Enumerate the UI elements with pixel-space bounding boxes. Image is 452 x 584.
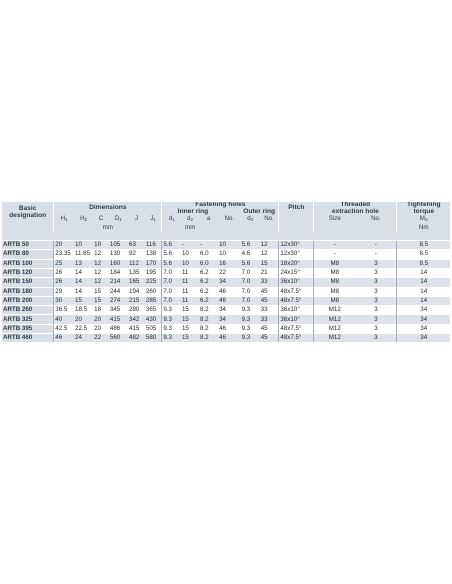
- table-cell: 7.0: [162, 278, 181, 287]
- table-cell: 170: [145, 259, 162, 268]
- row-designation: ARTB 260: [2, 306, 54, 315]
- table-cell: 160: [109, 259, 128, 268]
- table-cell: 5.6: [162, 241, 181, 250]
- torque-unit-label: Nm: [418, 223, 429, 231]
- table-cell: 20: [74, 315, 93, 324]
- table-cell: 12x30°: [279, 241, 314, 250]
- col-d3: $d_3$: [241, 215, 260, 223]
- table-cell: 11: [181, 278, 199, 287]
- table-cell: 3: [355, 315, 397, 324]
- table-cell: M8: [314, 259, 356, 268]
- col-j: J: [128, 215, 145, 223]
- table-cell: 11: [181, 287, 199, 296]
- table-cell: -: [314, 250, 356, 259]
- table-cell: 45: [260, 287, 279, 296]
- table-cell: 415: [128, 324, 145, 333]
- table-cell: 48x7.5°: [279, 334, 314, 343]
- table-cell: 130: [109, 250, 128, 259]
- table-cell: 15: [74, 296, 93, 305]
- table-cell: 6.0: [199, 250, 218, 259]
- header-row-columns: [2, 215, 450, 223]
- table-cell: 48x7.5°: [279, 287, 314, 296]
- table-row: [2, 334, 450, 343]
- dimensions-unit-label: mm: [102, 223, 113, 231]
- table-cell: 9.3: [162, 334, 181, 343]
- table-cell: 22: [93, 334, 109, 343]
- table-cell: 20: [54, 241, 74, 250]
- fastening-holes-header: [162, 202, 279, 215]
- table-cell: 34: [218, 278, 241, 287]
- table-cell: M8: [314, 287, 356, 296]
- table-cell: 14: [74, 287, 93, 296]
- col-d1: $D_1$: [109, 215, 128, 223]
- threaded-label: Threaded: [340, 202, 371, 208]
- table-cell: 194: [128, 287, 145, 296]
- basic-label: Basic: [18, 205, 37, 213]
- table-cell: 18x20°: [279, 259, 314, 268]
- table-cell: 7.0: [162, 268, 181, 277]
- table-cell: 482: [128, 334, 145, 343]
- col-a: a: [199, 215, 218, 223]
- table-cell: 8.5: [397, 241, 450, 250]
- table-cell: 24: [74, 334, 93, 343]
- table-cell: 580: [145, 334, 162, 343]
- table-cell: M8: [314, 296, 356, 305]
- table-cell: 21: [260, 268, 279, 277]
- dimensions-label: Dimensions: [89, 204, 127, 212]
- table-cell: 3: [355, 287, 397, 296]
- table-cell: 12x30°: [279, 250, 314, 259]
- col-c: C: [93, 215, 109, 223]
- inner-ring-label: Inner ring: [177, 207, 209, 215]
- table-row: [2, 241, 450, 250]
- table-cell: 8.5: [397, 259, 450, 268]
- table-cell: 8.2: [199, 334, 218, 343]
- row-designation: ARTB 325: [2, 315, 54, 324]
- table-cell: 46: [218, 287, 241, 296]
- table-cell: 14: [74, 268, 93, 277]
- table-cell: 8.2: [199, 324, 218, 333]
- table-cell: 3: [355, 306, 397, 315]
- pitch-label: Pitch: [288, 204, 305, 212]
- table-cell: 15: [181, 306, 199, 315]
- table-cell: 6.2: [199, 287, 218, 296]
- table-cell: 6.2: [199, 296, 218, 305]
- table-cell: 10: [218, 241, 241, 250]
- table-cell: 342: [128, 315, 145, 324]
- table-cell: 92: [128, 250, 145, 259]
- table-cell: 13: [74, 259, 93, 268]
- row-designation: ARTB 180: [2, 287, 54, 296]
- table-cell: 24x15°: [279, 268, 314, 277]
- table-cell: 36.5: [54, 306, 74, 315]
- table-cell: 184: [109, 268, 128, 277]
- table-cell: 34: [397, 315, 450, 324]
- row-designation: ARTB 80: [2, 250, 54, 259]
- inner-holes-unit: [162, 223, 218, 231]
- table-cell: 112: [128, 259, 145, 268]
- table-cell: 15: [93, 287, 109, 296]
- table-cell: 14: [397, 268, 450, 277]
- row-designation: ARTB 460: [2, 334, 54, 343]
- table-cell: 11: [181, 296, 199, 305]
- table-cell: 5.6: [162, 250, 181, 259]
- table-cell: -: [314, 241, 356, 250]
- table-cell: 138: [145, 250, 162, 259]
- table-cell: 10: [74, 241, 93, 250]
- table-cell: 3: [355, 334, 397, 343]
- table-cell: 11.65: [74, 250, 93, 259]
- table-cell: 195: [145, 268, 162, 277]
- designation-label: designation: [9, 211, 47, 219]
- table-cell: 345: [109, 306, 128, 315]
- table-cell: 7.0: [241, 278, 260, 287]
- col-no-outer: No.: [260, 215, 279, 223]
- table-cell: 34: [397, 306, 450, 315]
- table-cell: 11: [181, 268, 199, 277]
- fastening-holes-label: Fastening holes: [195, 202, 246, 208]
- table-cell: 260: [145, 287, 162, 296]
- table-cell: 8.5: [397, 250, 450, 259]
- header-row-groups: [2, 202, 450, 215]
- col-no-inner: No.: [218, 215, 241, 223]
- basic-designation-header: [2, 202, 54, 223]
- table-cell: 3: [355, 268, 397, 277]
- table-cell: 20: [93, 324, 109, 333]
- table-cell: M8: [314, 278, 356, 287]
- table-cell: 12: [260, 250, 279, 259]
- table-cell: -: [181, 241, 199, 250]
- row-designation: ARTB 50: [2, 241, 54, 250]
- table-cell: 33: [260, 315, 279, 324]
- table-cell: 6.2: [199, 268, 218, 277]
- table-cell: 486: [109, 324, 128, 333]
- table-cell: 105: [109, 241, 128, 250]
- table-row: [2, 278, 450, 287]
- threaded-extraction-hole-header: [314, 202, 397, 215]
- table-cell: 45: [260, 296, 279, 305]
- table-cell: 135: [128, 268, 145, 277]
- table-cell: 46: [218, 324, 241, 333]
- table-cell: 12: [93, 250, 109, 259]
- table-cell: 34: [397, 324, 450, 333]
- col-h2: $H_2$: [74, 215, 93, 223]
- table-cell: 15: [181, 315, 199, 324]
- table-cell: 9.3: [241, 306, 260, 315]
- table-cell: 18: [93, 306, 109, 315]
- table-row: [2, 296, 450, 305]
- table-cell: 36x10°: [279, 306, 314, 315]
- col-j1: $J_1$: [145, 215, 162, 223]
- row-designation: ARTB 120: [2, 268, 54, 277]
- table-cell: 26: [54, 268, 74, 277]
- row-designation: ARTB 150: [2, 278, 54, 287]
- table-cell: 33: [260, 278, 279, 287]
- table-cell: 274: [109, 296, 128, 305]
- table-cell: 10: [93, 241, 109, 250]
- table-cell: 16: [218, 259, 241, 268]
- table-cell: 30: [54, 296, 74, 305]
- table-cell: 15: [260, 259, 279, 268]
- table-cell: 40: [54, 315, 74, 324]
- table-cell: 45: [260, 334, 279, 343]
- table-cell: 3: [355, 296, 397, 305]
- table-cell: 23.35: [54, 250, 74, 259]
- table-cell: 15: [93, 296, 109, 305]
- table-cell: 22: [218, 268, 241, 277]
- table-cell: 33: [260, 306, 279, 315]
- table-row: [2, 250, 450, 259]
- table-cell: M12: [314, 315, 356, 324]
- col-no-thread: No.: [355, 215, 397, 223]
- table-cell: 6.2: [199, 278, 218, 287]
- table-cell: M12: [314, 324, 356, 333]
- table-cell: 34: [218, 315, 241, 324]
- table-cell: 365: [145, 306, 162, 315]
- table-cell: 9.3: [162, 324, 181, 333]
- tightening-torque-header: [397, 202, 450, 215]
- table-cell: 7.0: [241, 287, 260, 296]
- table-cell: 9.3: [162, 315, 181, 324]
- table-row: [2, 324, 450, 333]
- table-cell: 9.3: [241, 324, 260, 333]
- table-cell: 26: [54, 278, 74, 287]
- table-cell: 10: [181, 259, 199, 268]
- table-cell: 12: [260, 241, 279, 250]
- col-h1: $H_1$: [54, 215, 74, 223]
- table-cell: 116: [145, 241, 162, 250]
- table-cell: 34: [218, 306, 241, 315]
- table-cell: 9.3: [241, 315, 260, 324]
- table-cell: 8.2: [199, 306, 218, 315]
- dimensions-header: [54, 202, 162, 215]
- table-cell: 3: [355, 259, 397, 268]
- table-cell: 10: [218, 250, 241, 259]
- table-row: [2, 287, 450, 296]
- table-cell: 20: [93, 315, 109, 324]
- outer-ring-label: Outer ring: [243, 207, 276, 215]
- specification-table: [2, 202, 450, 342]
- table-cell: 46: [54, 334, 74, 343]
- table-cell: 560: [109, 334, 128, 343]
- table-cell: -: [199, 241, 218, 250]
- table-cell: 430: [145, 315, 162, 324]
- table-cell: 15: [181, 324, 199, 333]
- table-cell: 8.2: [199, 315, 218, 324]
- table-cell: 7.0: [162, 296, 181, 305]
- table-cell: 10: [181, 250, 199, 259]
- table-cell: 14: [74, 278, 93, 287]
- table-row: [2, 306, 450, 315]
- table-cell: 36x10°: [279, 278, 314, 287]
- col-d1-small: $d_1$: [162, 215, 181, 223]
- table-cell: 3: [355, 278, 397, 287]
- table-cell: 165: [128, 278, 145, 287]
- torque-label: torque: [413, 207, 434, 215]
- col-pitch: [279, 215, 314, 223]
- table-cell: 225: [145, 278, 162, 287]
- table-cell: 244: [109, 287, 128, 296]
- table-cell: 12: [93, 259, 109, 268]
- table-cell: 5.6: [241, 259, 260, 268]
- table-cell: M8: [314, 268, 356, 277]
- table-cell: 7.0: [241, 268, 260, 277]
- table-cell: 48x7.5°: [279, 296, 314, 305]
- torque-unit: [397, 223, 450, 231]
- table-cell: -: [355, 250, 397, 259]
- table-cell: 14: [397, 296, 450, 305]
- table-cell: 12: [93, 268, 109, 277]
- header-row-units: [2, 223, 450, 231]
- table-cell: 63: [128, 241, 145, 250]
- row-designation: ARTB 100: [2, 259, 54, 268]
- table-cell: 42.5: [54, 324, 74, 333]
- col-d2: $d_2$: [181, 215, 199, 223]
- table-cell: 280: [128, 306, 145, 315]
- table-row: [2, 259, 450, 268]
- table-cell: M12: [314, 306, 356, 315]
- table-cell: 36x10°: [279, 315, 314, 324]
- table-cell: 3: [355, 324, 397, 333]
- dimensions-unit: [54, 223, 162, 231]
- pitch-header: [279, 202, 314, 215]
- table-cell: 46: [218, 296, 241, 305]
- col-ma: $M_A$: [397, 215, 450, 223]
- row-designation: ARTB 395: [2, 324, 54, 333]
- table-cell: 14: [397, 278, 450, 287]
- table-body: [2, 241, 450, 343]
- table-cell: 29: [54, 287, 74, 296]
- table-cell: 9.3: [162, 306, 181, 315]
- table-cell: 48x7.5°: [279, 324, 314, 333]
- table-cell: 12: [93, 278, 109, 287]
- table-cell: 15: [181, 334, 199, 343]
- table-cell: -: [355, 241, 397, 250]
- table-cell: 25: [54, 259, 74, 268]
- table-cell: 505: [145, 324, 162, 333]
- tightening-label: Tightening: [406, 202, 441, 208]
- table-cell: 45: [260, 324, 279, 333]
- table-row: [2, 268, 450, 277]
- table-cell: 46: [218, 334, 241, 343]
- table-row: [2, 315, 450, 324]
- table-cell: 4.6: [241, 250, 260, 259]
- table-cell: 5.6: [162, 259, 181, 268]
- row-designation: ARTB 200: [2, 296, 54, 305]
- table-cell: 415: [109, 315, 128, 324]
- table-cell: 14: [397, 287, 450, 296]
- table-cell: 214: [109, 278, 128, 287]
- table-cell: 5.6: [241, 241, 260, 250]
- table-cell: 22.5: [74, 324, 93, 333]
- table-cell: 9.3: [241, 334, 260, 343]
- extraction-hole-label: extraction hole: [331, 207, 379, 215]
- table-cell: 6.0: [199, 259, 218, 268]
- table-cell: 7.0: [241, 296, 260, 305]
- table-cell: 34: [397, 334, 450, 343]
- table-cell: 7.0: [162, 287, 181, 296]
- table-cell: 18.5: [74, 306, 93, 315]
- col-size: Size: [314, 215, 356, 223]
- table-cell: 285: [145, 296, 162, 305]
- table-cell: M12: [314, 334, 356, 343]
- table-cell: 215: [128, 296, 145, 305]
- inner-holes-unit-label: mm: [185, 223, 196, 231]
